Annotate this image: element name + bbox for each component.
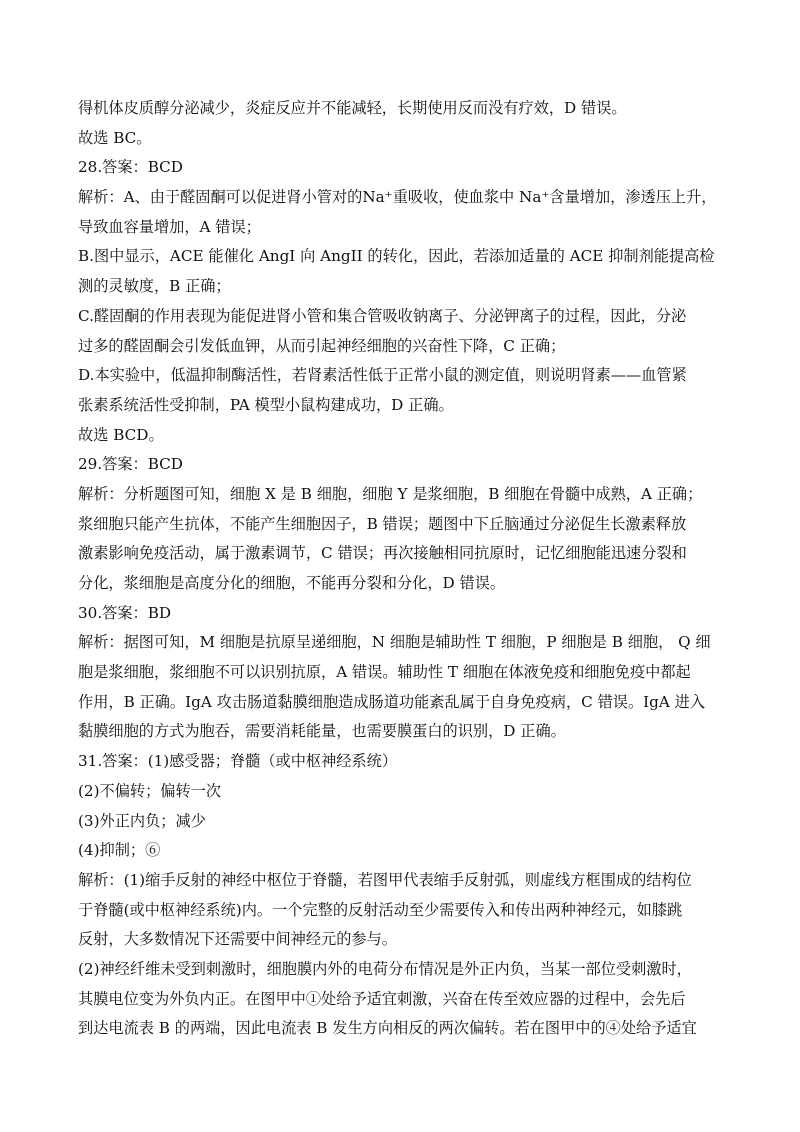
document-page bbox=[78, 94, 728, 1044]
answer-heading: 28.答案：BCD bbox=[78, 158, 183, 177]
text-line: 得机体皮质醇分泌减少，炎症反应并不能减轻，长期使用反而没有疗效，D 错误。 bbox=[78, 99, 627, 117]
text-line: 解析：分析题图可知，细胞 X 是 B 细胞，细胞 Y 是浆细胞，B 细胞在骨髓中成熟，A 正确； bbox=[78, 484, 703, 503]
text-line: 故选 BC。 bbox=[78, 128, 152, 147]
text-line: 过多的醛固酮会引发低血钾，从而引起神经细胞的兴奋性下降，C 正确； bbox=[78, 336, 566, 355]
text-line: 激素影响免疫活动，属于激素调节，C 错误；再次接触相同抗原时，记忆细胞能迅速分裂和 bbox=[78, 544, 687, 563]
text-line: D.本实验中，低温抑制酶活性，若肾素活性低于正常小鼠的测定值，则说明肾素——血管紧 bbox=[78, 366, 687, 385]
text-line: 反射，大多数情况下还需要中间神经元的参与。 bbox=[78, 930, 397, 949]
text-line: 胞是浆细胞，浆细胞不可以识别抗原，A 错误。辅助性 T 细胞在体液免疫和细胞免疫中都起 bbox=[78, 663, 691, 682]
text-line: (2)神经纤维未受到刺激时，细胞膜内外的电荷分布情况是外正内负，当某一部位受刺激时， bbox=[78, 959, 692, 978]
text-line: B.图中显示，ACE 能催化 AngI 向 AngII 的转化，因此，若添加适量的 ACE 抑制剂能提高检 bbox=[78, 247, 715, 266]
text-line: 黏膜细胞的方式为胞吞，需要消耗能量，也需要膜蛋白的识别，D 正确。 bbox=[78, 722, 566, 741]
text-line: 分化，浆细胞是高度分化的细胞，不能再分裂和分化，D 错误。 bbox=[78, 574, 506, 592]
text-line: 故选 BCD。 bbox=[78, 425, 164, 444]
text-line: 张素系统活性受抑制，PA 模型小鼠构建成功，D 正确。 bbox=[78, 395, 454, 414]
answer-heading: 30.答案：BD bbox=[78, 603, 172, 622]
text-line: 测的灵敏度，B 正确； bbox=[78, 277, 231, 296]
text-line: 解析：A、由于醛固酮可以促进肾小管对的Na⁺重吸收，使血浆中 Na⁺含量增加，渗透压上升， bbox=[78, 188, 717, 207]
text-line: C.醛固酮的作用表现为能促进肾小管和集合管吸收钠离子、分泌钾离子的过程，因此，分泌 bbox=[78, 306, 687, 325]
text-line: (3)外正内负；减少 bbox=[78, 811, 206, 830]
text-line: (4)抑制；⑥ bbox=[78, 841, 161, 860]
text-line: (2)不偏转；偏转一次 bbox=[78, 781, 222, 800]
text-line: 解析：据图可知，M 细胞是抗原呈递细胞，N 细胞是辅助性 T 细胞，P 细胞是 B 细胞， Q 细 bbox=[78, 633, 711, 652]
answer-heading: 31.答案：(1)感受器；脊髓（或中枢神经系统） bbox=[78, 752, 398, 771]
text-line: 导致血容量增加，A 错误； bbox=[78, 217, 261, 236]
text-line: 于脊髓(或中枢神经系统)内。一个完整的反射活动至少需要传入和传出两种神经元，如膝跳 bbox=[78, 900, 683, 919]
text-line: 解析：(1)缩手反射的神经中枢位于脊髓，若图甲代表缩手反射弧，则虚线方框围成的结构位 bbox=[78, 870, 692, 889]
text-line: 浆细胞只能产生抗体，不能产生细胞因子，B 错误；题图中下丘脑通过分泌促生长激素释放 bbox=[78, 514, 687, 533]
text-line: 作用，B 正确。IgA 攻击肠道黏膜细胞造成肠道功能紊乱属于自身免疫病，C 错误。IgA 进入 bbox=[78, 692, 706, 711]
answer-heading: 29.答案：BCD bbox=[78, 455, 183, 474]
text-line: 其膜电位变为外负内正。在图甲中①处给予适宜刺激，兴奋在传至效应器的过程中，会先后 bbox=[78, 989, 686, 1008]
text-line: 到达电流表 B 的两端，因此电流表 B 发生方向相反的两次偏转。若在图甲中的④处给予适宜 bbox=[78, 1019, 697, 1038]
